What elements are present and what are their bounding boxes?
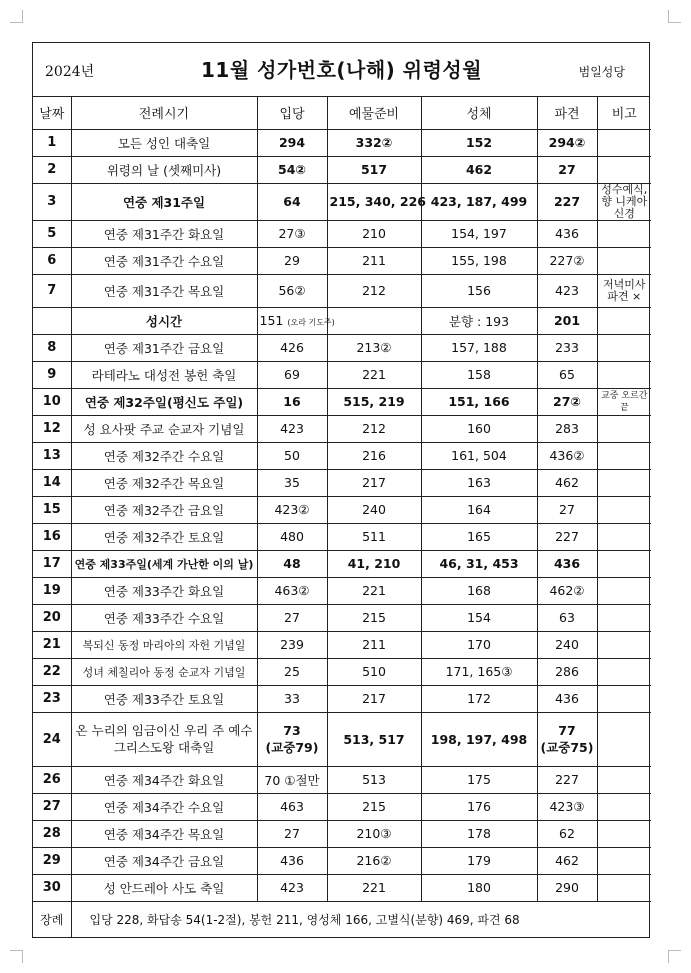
liturgy-cell: 연중 제31주간 금요일	[71, 334, 257, 361]
note-cell	[597, 415, 651, 442]
note-cell	[597, 247, 651, 274]
day-cell: 19	[33, 577, 71, 604]
liturgy-cell: 연중 제32주간 수요일	[71, 442, 257, 469]
table-row	[33, 274, 651, 307]
day-cell: 3	[33, 183, 71, 220]
entrance-cell: 27	[257, 820, 327, 847]
column-header: 예물준비	[327, 97, 421, 129]
day-cell: 28	[33, 820, 71, 847]
liturgy-cell: 성 안드레아 사도 축일	[71, 874, 257, 901]
table-row	[33, 658, 651, 685]
entrance-cell: 54②	[257, 156, 327, 183]
liturgy-cell: 연중 제31주간 화요일	[71, 220, 257, 247]
dismissal-cell: 201	[537, 307, 597, 334]
dismissal-cell: 286	[537, 658, 597, 685]
dismissal-cell: 27②	[537, 388, 597, 415]
offertory-cell: 211	[327, 631, 421, 658]
dismissal-cell: 227	[537, 523, 597, 550]
day-cell: 8	[33, 334, 71, 361]
funeral-row	[33, 901, 651, 937]
table-row	[33, 847, 651, 874]
entrance-cell: 64	[257, 183, 327, 220]
dismissal-cell: 283	[537, 415, 597, 442]
liturgy-cell: 라테라노 대성전 봉헌 축일	[71, 361, 257, 388]
liturgy-cell: 연중 제32주간 목요일	[71, 469, 257, 496]
note-cell	[597, 712, 651, 766]
communion-cell: 179	[421, 847, 537, 874]
table-row	[33, 388, 651, 415]
dismissal-cell: 436	[537, 550, 597, 577]
offertory-cell: 215, 340, 226	[327, 183, 421, 220]
table-row	[33, 496, 651, 523]
dismissal-cell: 65	[537, 361, 597, 388]
liturgy-cell: 연중 제34주간 금요일	[71, 847, 257, 874]
column-header: 파견	[537, 97, 597, 129]
entrance-cell: 423②	[257, 496, 327, 523]
day-cell: 16	[33, 523, 71, 550]
entrance-cell: 423	[257, 415, 327, 442]
entrance-note: (오라 기도주)	[287, 318, 335, 327]
communion-cell: 168	[421, 577, 537, 604]
day-cell: 30	[33, 874, 71, 901]
entrance-cell: 70 ①절만	[257, 766, 327, 793]
day-cell: 10	[33, 388, 71, 415]
liturgy-cell: 성 요사팟 주교 순교자 기념일	[71, 415, 257, 442]
church-name: 범일성당	[578, 65, 625, 79]
communion-cell: 151, 166	[421, 388, 537, 415]
offertory-cell: 510	[327, 658, 421, 685]
day-cell: 13	[33, 442, 71, 469]
table-row	[33, 820, 651, 847]
table-row	[33, 361, 651, 388]
communion-cell: 161, 504	[421, 442, 537, 469]
note-cell	[597, 334, 651, 361]
day-cell: 17	[33, 550, 71, 577]
dismissal-cell: 423③	[537, 793, 597, 820]
table-row	[33, 334, 651, 361]
table-row	[33, 523, 651, 550]
note-cell: 저녁미사 파견 ×	[597, 274, 651, 307]
communion-cell: 분향 : 193	[421, 307, 537, 334]
dismissal-cell: 436	[537, 220, 597, 247]
offertory-cell: 216	[327, 442, 421, 469]
dismissal-cell	[537, 712, 597, 766]
table-row	[33, 183, 651, 220]
dismissal-cell: 227	[537, 183, 597, 220]
offertory-cell: 41, 210	[327, 550, 421, 577]
offertory-cell: 216②	[327, 847, 421, 874]
note-cell	[597, 307, 651, 334]
entrance-cell: 463	[257, 793, 327, 820]
table-row	[33, 469, 651, 496]
day-cell: 7	[33, 274, 71, 307]
liturgy-cell: 성시간	[71, 307, 257, 334]
day-cell	[33, 307, 71, 334]
dismissal-cell: 423	[537, 274, 597, 307]
liturgy-cell: 연중 제33주일(세계 가난한 이의 날)	[71, 550, 257, 577]
entrance-cell: 25	[257, 658, 327, 685]
communion-cell: 180	[421, 874, 537, 901]
day-cell: 23	[33, 685, 71, 712]
liturgy-cell: 연중 제33주간 화요일	[71, 577, 257, 604]
dismissal-cell: 63	[537, 604, 597, 631]
liturgy-cell	[71, 712, 257, 766]
communion-cell: 154, 197	[421, 220, 537, 247]
dismissal-cell: 27	[537, 496, 597, 523]
page-corner-mark	[10, 950, 23, 963]
liturgy-cell: 연중 제33주간 토요일	[71, 685, 257, 712]
dismissal-number: 77	[558, 723, 576, 738]
day-cell: 26	[33, 766, 71, 793]
table-row	[33, 442, 651, 469]
communion-cell: 160	[421, 415, 537, 442]
note-cell	[597, 631, 651, 658]
dismissal-cell: 227②	[537, 247, 597, 274]
dismissal-cell: 27	[537, 156, 597, 183]
entrance-cell: 33	[257, 685, 327, 712]
communion-cell: 423, 187, 499	[421, 183, 537, 220]
liturgy-cell: 연중 제34주간 수요일	[71, 793, 257, 820]
offertory-cell: 210	[327, 220, 421, 247]
liturgy-cell: 연중 제32주간 토요일	[71, 523, 257, 550]
note-cell	[597, 685, 651, 712]
dismissal-cell: 462	[537, 847, 597, 874]
liturgy-cell: 연중 제34주간 화요일	[71, 766, 257, 793]
offertory-cell: 212	[327, 415, 421, 442]
communion-cell: 172	[421, 685, 537, 712]
dismissal-cell: 436②	[537, 442, 597, 469]
note-cell	[597, 766, 651, 793]
communion-cell: 46, 31, 453	[421, 550, 537, 577]
column-header: 입당	[257, 97, 327, 129]
note-cell	[597, 604, 651, 631]
entrance-cell: 35	[257, 469, 327, 496]
note-cell	[597, 550, 651, 577]
table-row	[33, 129, 651, 156]
day-cell: 2	[33, 156, 71, 183]
table-row	[33, 793, 651, 820]
day-cell: 5	[33, 220, 71, 247]
entrance-cell: 56②	[257, 274, 327, 307]
communion-cell: 152	[421, 129, 537, 156]
liturgy-cell: 연중 제31주간 수요일	[71, 247, 257, 274]
entrance-sub: (교중79)	[265, 740, 319, 755]
note-cell	[597, 847, 651, 874]
note-cell	[597, 658, 651, 685]
offertory-cell: 211	[327, 247, 421, 274]
page-corner-mark	[668, 10, 681, 23]
column-header: 전례시기	[71, 97, 257, 129]
offertory-cell: 240	[327, 496, 421, 523]
liturgy-cell: 모든 성인 대축일	[71, 129, 257, 156]
entrance-cell: 426	[257, 334, 327, 361]
dismissal-cell: 240	[537, 631, 597, 658]
note-cell	[597, 793, 651, 820]
day-cell: 27	[33, 793, 71, 820]
offertory-cell: 213②	[327, 334, 421, 361]
table-row	[33, 631, 651, 658]
communion-cell: 163	[421, 469, 537, 496]
communion-cell: 155, 198	[421, 247, 537, 274]
page-title: 11월 성가번호(나해) 위령성월	[201, 58, 483, 82]
note-cell: 교중 오르간 끝	[597, 388, 651, 415]
entrance-cell: 423	[257, 874, 327, 901]
table-row	[33, 712, 651, 766]
hymn-schedule-sheet	[32, 42, 650, 938]
dismissal-cell: 62	[537, 820, 597, 847]
liturgy-cell: 연중 제32주일(평신도 주일)	[71, 388, 257, 415]
liturgy-line: 그리스도왕 대축일	[113, 740, 215, 755]
day-cell: 20	[33, 604, 71, 631]
note-cell	[597, 874, 651, 901]
offertory-cell: 513, 517	[327, 712, 421, 766]
dismissal-cell: 227	[537, 766, 597, 793]
note-cell	[597, 523, 651, 550]
column-header: 성체	[421, 97, 537, 129]
offertory-cell: 217	[327, 469, 421, 496]
entrance-cell: 294	[257, 129, 327, 156]
dismissal-cell: 462②	[537, 577, 597, 604]
day-cell: 1	[33, 129, 71, 156]
dismissal-cell: 462	[537, 469, 597, 496]
entrance-cell: 50	[257, 442, 327, 469]
offertory-cell: 511	[327, 523, 421, 550]
liturgy-cell: 위령의 날 (셋째미사)	[71, 156, 257, 183]
hymn-table	[33, 97, 651, 937]
day-cell: 15	[33, 496, 71, 523]
dismissal-cell: 290	[537, 874, 597, 901]
table-row	[33, 550, 651, 577]
day-cell: 14	[33, 469, 71, 496]
liturgy-cell: 연중 제31주일	[71, 183, 257, 220]
table-row	[33, 766, 651, 793]
note-cell	[597, 361, 651, 388]
offertory-cell: 221	[327, 361, 421, 388]
entrance-cell: 27	[257, 604, 327, 631]
communion-cell: 158	[421, 361, 537, 388]
communion-cell: 171, 165③	[421, 658, 537, 685]
communion-cell: 156	[421, 274, 537, 307]
offertory-cell: 217	[327, 685, 421, 712]
table-row	[33, 307, 651, 334]
table-row	[33, 685, 651, 712]
liturgy-cell: 연중 제31주간 목요일	[71, 274, 257, 307]
communion-cell: 164	[421, 496, 537, 523]
day-cell: 21	[33, 631, 71, 658]
liturgy-cell: 연중 제33주간 수요일	[71, 604, 257, 631]
dismissal-cell: 436	[537, 685, 597, 712]
dismissal-cell: 294②	[537, 129, 597, 156]
offertory-cell: 332②	[327, 129, 421, 156]
communion-cell: 170	[421, 631, 537, 658]
offertory-cell: 517	[327, 156, 421, 183]
entrance-cell: 480	[257, 523, 327, 550]
table-row	[33, 156, 651, 183]
communion-cell: 175	[421, 766, 537, 793]
table-row	[33, 247, 651, 274]
table-row	[33, 874, 651, 901]
funeral-label: 장례	[33, 901, 71, 937]
note-cell	[597, 442, 651, 469]
column-header: 비고	[597, 97, 651, 129]
liturgy-cell: 연중 제34주간 목요일	[71, 820, 257, 847]
note-cell	[597, 156, 651, 183]
communion-cell: 154	[421, 604, 537, 631]
funeral-hymns: 입당 228, 화답송 54(1-2절), 봉헌 211, 영성체 166, 고별식(분향) 469, 파견 68	[71, 901, 651, 937]
offertory-cell: 515, 219	[327, 388, 421, 415]
entrance-number: 73	[283, 723, 301, 738]
entrance-cell: 27③	[257, 220, 327, 247]
offertory-cell	[327, 307, 421, 334]
communion-cell: 157, 188	[421, 334, 537, 361]
note-cell	[597, 577, 651, 604]
sheet-header	[33, 43, 649, 97]
communion-cell: 198, 197, 498	[421, 712, 537, 766]
day-cell: 22	[33, 658, 71, 685]
offertory-cell: 513	[327, 766, 421, 793]
dismissal-sub: (교중75)	[540, 740, 594, 755]
entrance-cell: 436	[257, 847, 327, 874]
note-cell	[597, 820, 651, 847]
year-label: 2024년	[45, 64, 95, 80]
offertory-cell: 221	[327, 577, 421, 604]
communion-cell: 176	[421, 793, 537, 820]
offertory-cell: 210③	[327, 820, 421, 847]
liturgy-cell: 성녀 체칠리아 동정 순교자 기념일	[71, 658, 257, 685]
day-cell: 29	[33, 847, 71, 874]
page-corner-mark	[10, 10, 23, 23]
entrance-cell: 463②	[257, 577, 327, 604]
column-header: 날짜	[33, 97, 71, 129]
entrance-cell: 48	[257, 550, 327, 577]
page-corner-mark	[668, 950, 681, 963]
communion-cell: 165	[421, 523, 537, 550]
note-cell: 성수예식,향 니케아신경	[597, 183, 651, 220]
entrance-cell: 69	[257, 361, 327, 388]
communion-cell: 178	[421, 820, 537, 847]
offertory-cell: 221	[327, 874, 421, 901]
table-header-row	[33, 97, 651, 129]
table-row	[33, 220, 651, 247]
table-row	[33, 577, 651, 604]
entrance-number: 151	[259, 313, 284, 328]
entrance-cell	[257, 712, 327, 766]
day-cell: 6	[33, 247, 71, 274]
table-row	[33, 604, 651, 631]
note-cell	[597, 220, 651, 247]
entrance-cell: 239	[257, 631, 327, 658]
entrance-cell: 16	[257, 388, 327, 415]
table-row	[33, 415, 651, 442]
day-cell: 9	[33, 361, 71, 388]
communion-cell: 462	[421, 156, 537, 183]
entrance-cell: 29	[257, 247, 327, 274]
liturgy-cell: 복되신 동정 마리아의 자헌 기념일	[71, 631, 257, 658]
day-cell: 24	[33, 712, 71, 766]
liturgy-line: 온 누리의 임금이신 우리 주 예수	[75, 723, 253, 738]
offertory-cell: 212	[327, 274, 421, 307]
offertory-cell: 215	[327, 604, 421, 631]
note-cell	[597, 496, 651, 523]
note-cell	[597, 129, 651, 156]
liturgy-cell: 연중 제32주간 금요일	[71, 496, 257, 523]
dismissal-cell: 233	[537, 334, 597, 361]
note-cell	[597, 469, 651, 496]
offertory-cell: 215	[327, 793, 421, 820]
day-cell: 12	[33, 415, 71, 442]
entrance-cell	[257, 307, 335, 334]
